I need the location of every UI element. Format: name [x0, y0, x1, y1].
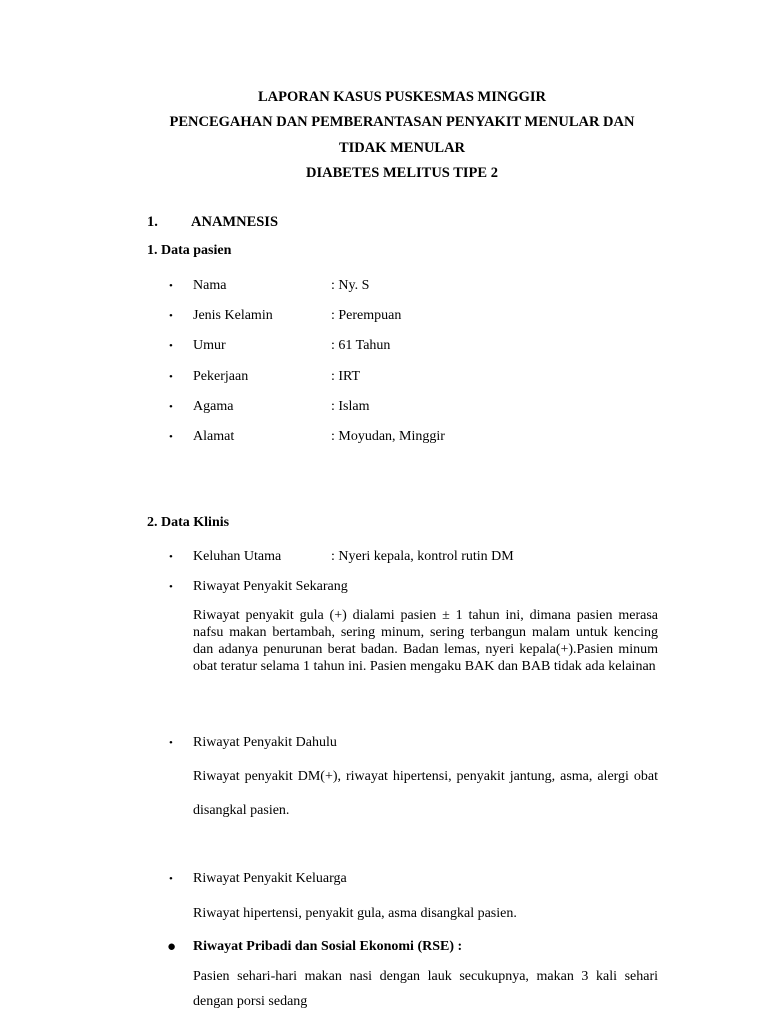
field-value-agama: : Islam [331, 399, 370, 414]
title-line-4: DIABETES MELITUS TIPE 2 [306, 165, 498, 181]
rse-heading: Riwayat Pribadi dan Sosial Ekonomi (RSE) : [193, 939, 463, 954]
title-line-1: LAPORAN KASUS PUSKESMAS MINGGIR [257, 89, 547, 105]
filled-bullet-icon: ● [167, 939, 177, 955]
field-label-jenis-kelamin: Jenis Kelamin [193, 308, 273, 323]
section-heading-anamnesis: ANAMNESIS [191, 214, 279, 230]
field-value-jenis-kelamin: : Perempuan [331, 308, 402, 323]
field-value-pekerjaan: : IRT [331, 369, 361, 384]
section-number: 1. [147, 214, 158, 230]
bullet-icon: • [169, 431, 173, 443]
rpd-heading: Riwayat Penyakit Dahulu [193, 735, 337, 750]
field-label-alamat: Alamat [193, 429, 235, 444]
field-value-nama: : Ny. S [331, 278, 370, 293]
field-label-keluhan-utama: Keluhan Utama [193, 549, 282, 564]
field-value-alamat: : Moyudan, Minggir [331, 429, 445, 444]
rpd-paragraph: Riwayat penyakit DM(+), riwayat hipertensi, penyakit jantung, asma, alergi obat disangkal pasien. [193, 769, 658, 818]
field-value-umur: : 61 Tahun [331, 338, 391, 353]
rps-heading: Riwayat Penyakit Sekarang [193, 579, 348, 594]
data-klinis-heading: 2. Data Klinis [147, 515, 230, 530]
field-label-pekerjaan: Pekerjaan [193, 369, 249, 384]
rpk-heading: Riwayat Penyakit Keluarga [193, 871, 347, 886]
bullet-icon: • [169, 371, 173, 383]
rps-paragraph: Riwayat penyakit gula (+) dialami pasien ± 1 tahun ini, dimana pasien merasa nafsu makan bertambah, sering minum, sering terbangun malam untuk kencing dan adanya penurunan berat badan. Badan lemas, nyeri kepala(+).Pasien minum obat teratur selama 1 tahun ini. Pasien mengaku BAK dan BAB tidak ada kelainan [193, 608, 658, 674]
title-line-2: PENCEGAHAN DAN PEMBERANTASAN PENYAKIT MENULAR DAN [169, 114, 635, 130]
bullet-icon: • [169, 551, 173, 563]
rse-paragraph: Pasien sehari-hari makan nasi dengan lauk secukupnya, makan 3 kali sehari dengan porsi sedang [193, 969, 658, 1009]
bullet-icon: • [169, 401, 173, 413]
bullet-icon: • [169, 737, 173, 749]
field-label-agama: Agama [193, 399, 234, 414]
field-label-nama: Nama [193, 278, 227, 293]
field-value-keluhan-utama: : Nyeri kepala, kontrol rutin DM [331, 549, 514, 564]
rpk-paragraph: Riwayat hipertensi, penyakit gula, asma disangkal pasien. [193, 906, 517, 921]
field-label-umur: Umur [193, 338, 226, 353]
bullet-icon: • [169, 310, 173, 322]
title-line-3: TIDAK MENULAR [338, 140, 466, 156]
bullet-icon: • [169, 340, 173, 352]
bullet-icon: • [169, 873, 173, 885]
data-pasien-heading: 1. Data pasien [147, 243, 232, 258]
bullet-icon: • [169, 280, 173, 292]
bullet-icon: • [169, 581, 173, 593]
